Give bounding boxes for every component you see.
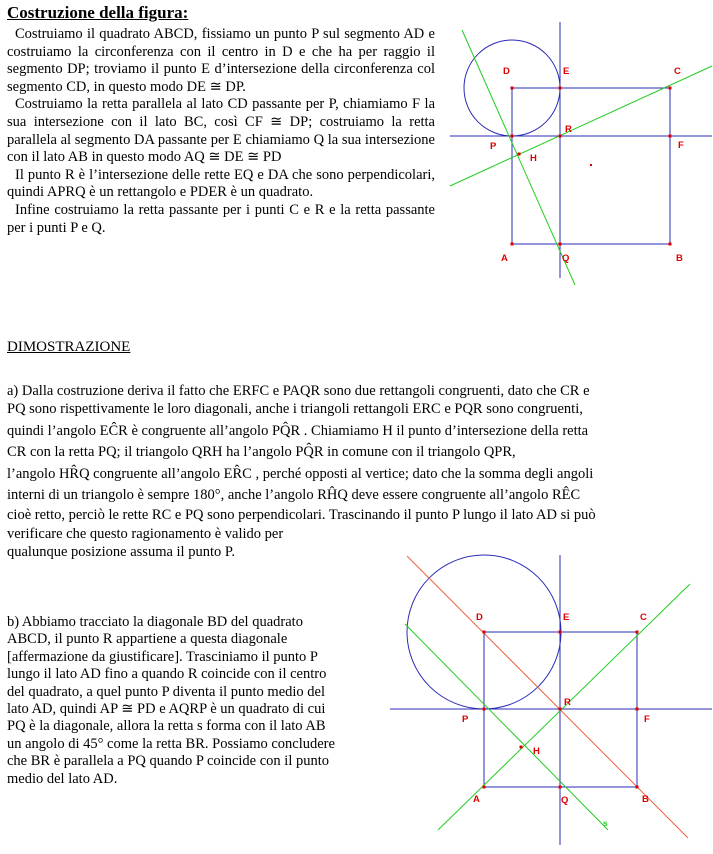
fig1-label-q: Q <box>562 253 570 264</box>
fig2-label-s: s <box>603 818 608 828</box>
part-a-line: qualunque posizione assuma il punto P. <box>7 544 235 561</box>
part-b-line: [affermazione da giustificare]. Trasciniamo il punto P <box>7 648 318 665</box>
fig2-label-f: F <box>644 714 650 725</box>
line-cr <box>450 66 712 186</box>
fig2-label-b: B <box>642 794 649 805</box>
demonstration-heading: DIMOSTRAZIONE <box>7 339 131 355</box>
fig1-label-d: D <box>503 66 510 77</box>
part-a-line: quindi l’angolo EĈR è congruente all’angolo PQ̂R . Chiamiamo H il punto d’intersezione della retta <box>7 422 589 439</box>
fig1-label-a: A <box>501 253 508 264</box>
fig2-label-h: H <box>533 746 540 757</box>
fig2-label-q: Q <box>561 795 569 806</box>
part-b-line: lungo il lato AD fino a quando R coincide con il centro <box>7 666 327 683</box>
part-b-text <box>7 614 379 788</box>
fig1-label-c: C <box>674 66 681 77</box>
fig1-label-b: B <box>676 253 683 264</box>
figure-1-points <box>511 87 672 246</box>
part-a-line: a) Dalla costruzione deriva il fatto che ERFC e PAQR sono due rettangoli congruenti, dato che CR e <box>7 383 590 399</box>
construction-paragraph-4: Infine costruiamo la retta passante per i punti C e R e la retta passante per i punti P e Q. <box>7 201 435 236</box>
fig2-label-p: P <box>462 714 469 725</box>
figure-2 <box>385 550 713 854</box>
fig2-label-c: C <box>640 612 647 623</box>
construction-text <box>7 26 435 237</box>
part-a-line: verificare che questo ragionamento è valido per <box>7 525 284 542</box>
fig1-label-r: R <box>565 124 572 135</box>
line-pq <box>462 30 575 285</box>
part-b-line: un angolo di 45° come la retta BR. Possiamo concludere <box>7 735 335 752</box>
fig1-label-h: H <box>530 153 537 164</box>
fig2-label-r: R <box>564 697 571 708</box>
part-b-line: del quadrato, a quel punto P diventa il punto medio del <box>7 683 325 700</box>
part-a-line: l’angolo HR̂Q congruente all’angolo ER̂C , perché opposti al vertice; dato che la somma degli angoli <box>7 465 594 482</box>
fig1-label-f: F <box>678 140 684 151</box>
part-a-text <box>7 382 712 562</box>
construction-paragraph-3: Il punto R è l’intersezione delle rette EQ e DA che sono perpendicolari, quindi APRQ è un rettangolo e PDER è un quadrato. <box>7 166 435 201</box>
part-b-line: medio del lato AD. <box>7 770 118 787</box>
part-a-line: PQ sono rispettivamente le loro diagonali, anche i triangoli rettangoli ERC e PQR sono congruenti, <box>7 401 583 418</box>
construction-title: Costruzione della figura: <box>7 3 189 22</box>
fig2-label-a: A <box>473 794 480 805</box>
part-b-line: PQ è la diagonale, allora la retta s forma con il lato AB <box>7 718 326 735</box>
fig1-label-e: E <box>563 66 570 77</box>
part-a-line: CR con la retta PQ; il triangolo QRH ha l’angolo PQ̂R in comune con il triangolo QPR, <box>7 444 516 461</box>
part-b-line: ABCD, il punto R appartiene a questa diagonale <box>7 631 288 648</box>
part-a-line: interni di un triangolo è sempre 180°, anche l’angolo RĤQ deve essere congruente all’angolo RÊC <box>7 487 581 504</box>
fig1-label-p: P <box>490 141 497 152</box>
fig2-label-d: D <box>476 612 483 623</box>
construction-paragraph-2: Costruiamo la retta parallela al lato CD passante per P, chiamiamo F la sua intersezione con il lato BC, così CF ≅ DP; costruiamo la retta parallela al segmento DA passante per E chiamiamo Q la sua intersezione con il lato AB in questo modo AQ ≅ DE ≅ PD <box>7 96 435 166</box>
part-b-line: che BR è parallela a PQ quando P coincide con il punto <box>7 753 330 770</box>
figure-1 <box>440 20 713 300</box>
part-b-line: lato AD, quindi AP ≅ PD e AQRP è un quadrato di cui <box>7 701 326 718</box>
fig2-label-e: E <box>563 612 570 623</box>
part-b-line: b) Abbiamo tracciato la diagonale BD del quadrato <box>7 614 303 630</box>
part-a-line: cioè retto, perciò le rette RC e PQ sono perpendicolari. Trascinando il punto P lungo il lato AD si può <box>7 507 596 524</box>
construction-paragraph-1: Costruiamo il quadrato ABCD, fissiamo un punto P sul segmento AD e costruiamo la circonferenza con il centro in D e che ha per raggio il segmento DP; troviamo il punto E d’intersezione della circonferenza col segmento CD, in questo modo DE ≅ DP. <box>7 26 435 95</box>
